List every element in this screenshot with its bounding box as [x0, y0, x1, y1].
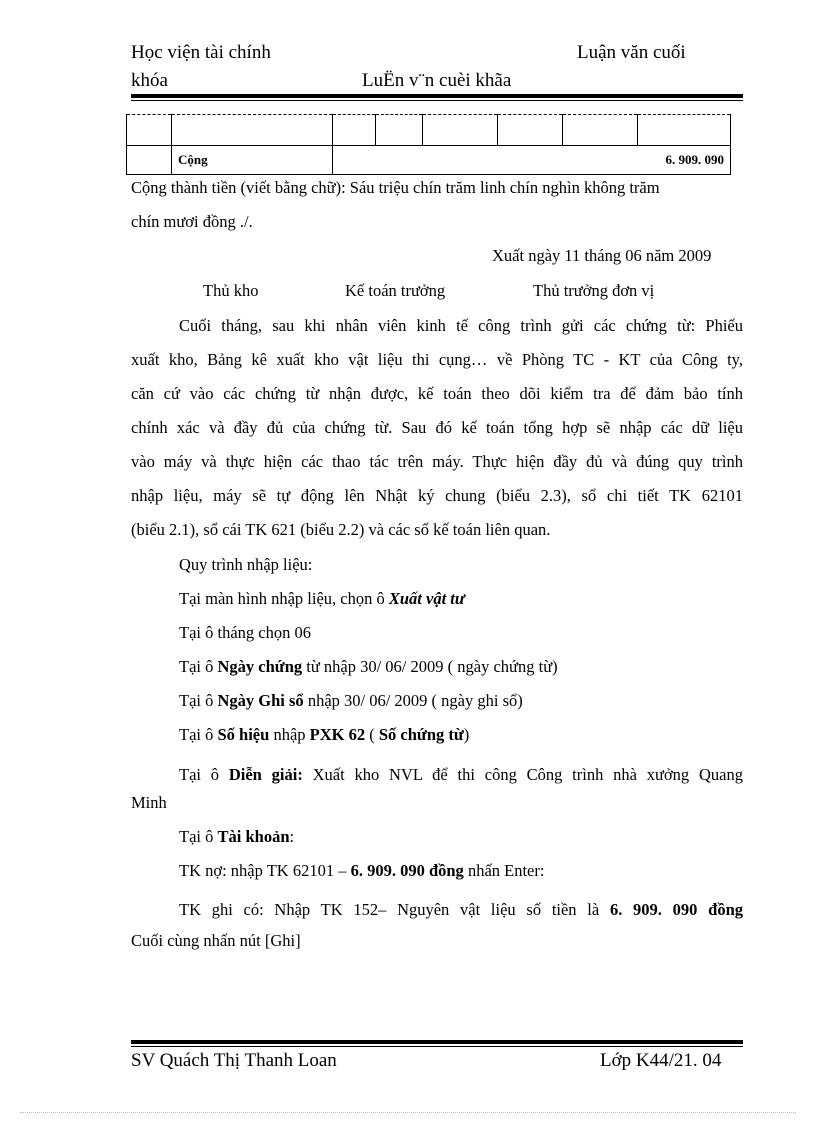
paragraph-line: vào máy và thực hiện các thao tác trên máy. Thực hiện đầy đủ và đúng quy trình: [131, 452, 743, 471]
procedure-account: Tại ô Tài khoản:: [179, 827, 295, 846]
amount-in-words-line1: Cộng thành tiền (viết bằng chữ): Sáu triệu chín trăm linh chín nghìn không trăm: [131, 178, 660, 197]
header-thesis-label: Luận văn cuối: [577, 42, 686, 63]
signature-head-of-unit: Thủ trưởng đơn vị: [533, 281, 655, 300]
signature-chief-accountant: Kế toán trưởng: [345, 281, 446, 300]
total-label: Cộng: [178, 152, 208, 167]
procedure-credit: TK ghi có: Nhập TK 152– Nguyên vật liệu số tiền là 6. 909. 090 đồng: [179, 900, 743, 919]
amount-in-words-line2: chín mươi đồng ./.: [131, 212, 253, 231]
screen-name: Xuất vật tư: [388, 589, 465, 608]
header-line2-center: LuËn v¨n cuèi khãa: [362, 70, 512, 91]
page-edge-dotted-line: [20, 1112, 796, 1113]
procedure-post-date: Tại ô Ngày Ghi sổ nhập 30/ 06/ 2009 ( ngày ghi sổ): [179, 691, 523, 710]
footer-class: Lớp K44/21. 04: [600, 1050, 722, 1071]
issue-date: Xuất ngày 11 tháng 06 năm 2009: [492, 246, 712, 265]
footer-rule-thin: [131, 1046, 743, 1047]
header-rule-thin: [131, 100, 743, 101]
procedure-description-line2: Minh: [131, 793, 167, 812]
procedure-title: Quy trình nhập liệu:: [179, 555, 313, 574]
procedure-doc-date: Tại ô Ngày chứng từ nhập 30/ 06/ 2009 ( ngày chứng từ): [179, 657, 558, 676]
paragraph-line: xuất kho, Bảng kê xuất kho vật liệu thi cụng… về Phòng TC - KT của Công ty,: [131, 350, 743, 369]
procedure-final: Cuối cùng nhấn nút [Ghi]: [131, 931, 301, 950]
procedure-screen: Tại màn hình nhập liệu, chọn ô Xuất vật tư: [179, 589, 465, 608]
field-post-date: Ngày Ghi sổ: [217, 691, 304, 710]
voucher-label: Số chứng từ: [378, 725, 464, 744]
procedure-description: Tại ô Diễn giải: Xuất kho NVL để thi công Công trình nhà xưởng Quang: [179, 765, 743, 784]
footer-student: SV Quách Thị Thanh Loan: [131, 1050, 337, 1071]
table-row: [127, 115, 731, 146]
paragraph-line: Cuối tháng, sau khi nhân viên kinh tế công trình gửi các chứng từ: Phiếu: [179, 316, 743, 335]
table-row-total: [127, 146, 731, 175]
debit-amount: 6. 909. 090 đồng: [350, 861, 464, 880]
signature-storekeeper: Thủ kho: [203, 281, 259, 300]
header-institution: Học viện tài chính: [131, 42, 271, 63]
header-rule-thick: [131, 94, 743, 98]
paragraph-line: chính xác và đầy đủ của chứng từ. Sau đó kế toán tổng hợp sẽ nhập các dữ liệu: [131, 418, 743, 437]
voucher-number: PXK 62: [309, 725, 366, 744]
footer-rule-thick: [131, 1040, 743, 1044]
credit-amount: 6. 909. 090 đồng: [609, 900, 743, 919]
paragraph-line: (biểu 2.1), sổ cái TK 621 (biểu 2.2) và các sổ kế toán liên quan.: [131, 520, 551, 539]
total-table: [126, 114, 731, 175]
field-doc-date: Ngày chứng: [217, 657, 303, 676]
header-line2-left: khóa: [131, 70, 168, 91]
procedure-number: Tại ô Số hiệu nhập PXK 62 ( Số chứng từ): [179, 725, 470, 744]
field-number: Số hiệu: [217, 725, 270, 744]
paragraph-line: nhập liệu, máy sẽ tự động lên Nhật ký chung (biểu 2.3), sổ chi tiết TK 62101: [131, 486, 743, 505]
field-account: Tài khoản: [217, 827, 290, 846]
procedure-debit: TK nợ: nhập TK 62101 – 6. 909. 090 đồng nhấn Enter:: [179, 861, 545, 880]
field-description: Diễn giải:: [228, 765, 303, 784]
paragraph-line: căn cứ vào các chứng từ nhận được, kế toán theo dõi kiểm tra để đảm bảo tính: [131, 384, 743, 403]
total-value: 6. 909. 090: [665, 152, 724, 167]
procedure-month: Tại ô tháng chọn 06: [179, 623, 311, 642]
